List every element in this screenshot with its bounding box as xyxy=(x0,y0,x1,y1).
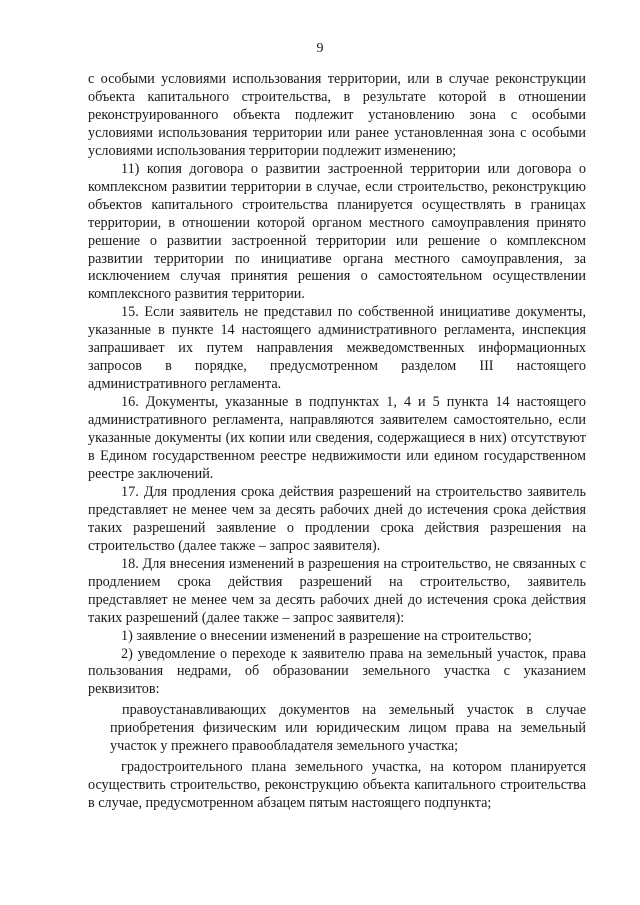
paragraph: 17. Для продления срока действия разрешений на строительство заявитель представляет не менее чем за десять рабочих дней до истечения срока действия таких разрешений заявление о продлении срока действия разрешения на строительство (далее также – запрос заявителя). xyxy=(88,483,586,554)
paragraph: 11) копия договора о развитии застроенной территории или договора о комплексном развитии территории в случае, если строительство, реконструкцию объектов капитального строительства планируется осуществлять в границах территории, в отношении которой органом местного самоуправления принято решение о развитии застроенной территории или решение о комплексном развитии территории по инициативе органа местного самоуправления, за исключением случая принятия решения о самостоятельном осуществлении комплексного развития территории. xyxy=(88,160,586,303)
paragraph: 2) уведомление о переходе к заявителю права на земельный участок, права пользования недрами, об образовании земельного участка с указанием реквизитов: xyxy=(88,645,586,698)
paragraph: с особыми условиями использования территории, или в случае реконструкции объекта капитального строительства, в результате которой в отношении реконструированного объекта подлежит установлению зона с особыми условиями использования территории или ранее установленная зона с особыми условиями использования территории подлежит изменению; xyxy=(88,71,586,159)
page-number: 9 xyxy=(316,41,324,56)
sub-paragraph: правоустанавливающих документов на земельный участок в случае приобретения физическим или юридическим лицом права на земельный участок у прежнего правообладателя земельного участка; xyxy=(110,702,586,755)
paragraph: 15. Если заявитель не представил по собственной инициативе документы, указанные в пункте 14 настоящего административного регламента, инспекция запрашивает их путем направления межведомственных информационных запросов в порядке, предусмотренном разделом III настоящего административного регламента. xyxy=(88,304,586,393)
paragraph: 18. Для внесения изменений в разрешения на строительство, не связанных с продлением срока действия разрешений на строительство, заявитель представляет не менее чем за десять рабочих дней до истечения срока действия таких разрешений (далее также – запрос заявителя): xyxy=(88,555,586,626)
paragraph: 1) заявление о внесении изменений в разрешение на строительство; xyxy=(121,627,532,644)
paragraph: градостроительного плана земельного участка, на котором планируется осуществить строительство, реконструкцию объекта капитального строительства в случае, предусмотренном абзацем пятым настоящего подпункта; xyxy=(88,759,586,812)
paragraph: 16. Документы, указанные в подпунктах 1, 4 и 5 пункта 14 настоящего административного регламента, направляются заявителем самостоятельно, если указанные документы (их копии или сведения, содержащиеся в них) отсутствуют в Едином государственном реестре недвижимости или едином государственном реестре заключений. xyxy=(88,394,586,482)
document-body xyxy=(88,71,586,813)
